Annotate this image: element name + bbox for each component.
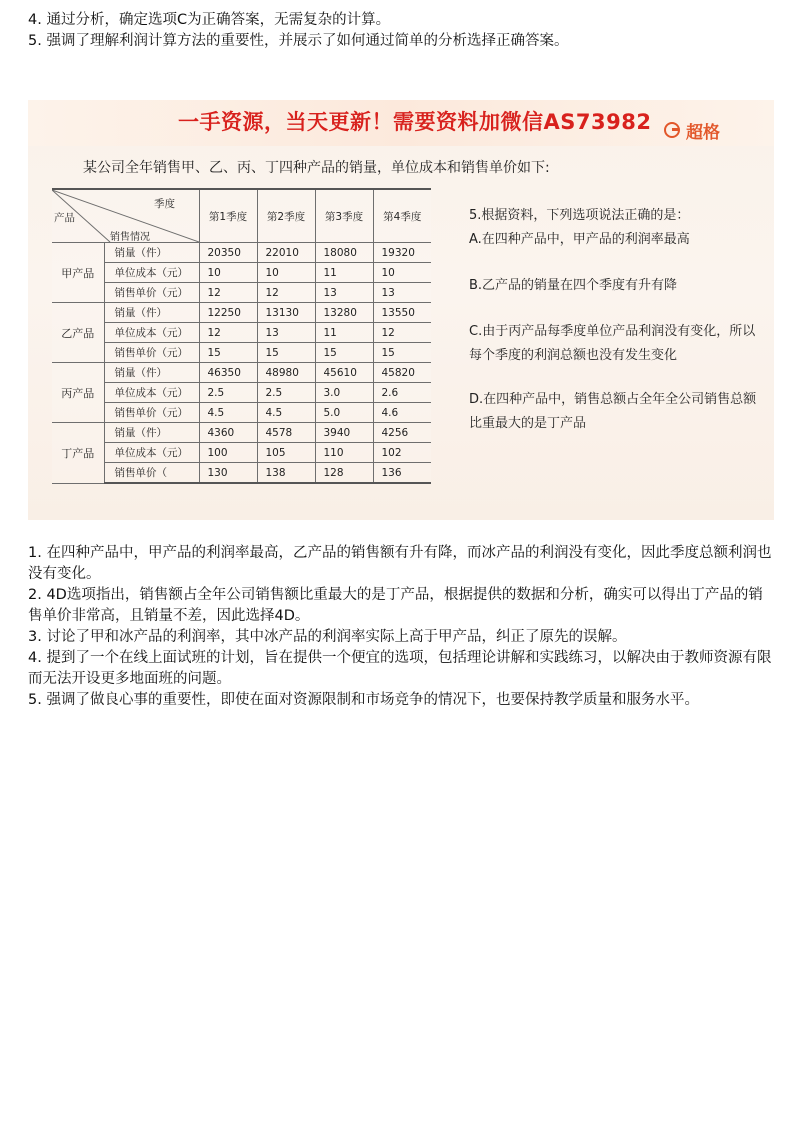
table-cell: 2.5 [199, 383, 257, 403]
table-cell: 138 [257, 463, 315, 484]
metric-label: 销量（件） [104, 423, 199, 443]
table-cell: 4.5 [257, 403, 315, 423]
metric-label: 销售单价（元） [104, 283, 199, 303]
question-intro: 某公司全年销售甲、乙、丙、丁四种产品的销量，单位成本和销售单价如下: [83, 160, 550, 176]
product-label: 丙产品 [52, 363, 104, 423]
note-5: 5. 强调了做良心事的重要性，即使在面对资源限制和市场竞争的情况下，也要保持教学质量和服务水平。 [28, 692, 699, 708]
table-cell: 22010 [257, 243, 315, 263]
question-stem: 5.根据资料，下列选项说法正确的是： [469, 208, 690, 223]
logo-icon [664, 122, 680, 138]
table-cell: 11 [315, 263, 373, 283]
table-row [52, 403, 431, 423]
brand-logo [664, 120, 754, 144]
table-cell: 128 [315, 463, 373, 484]
table-cell: 2.5 [257, 383, 315, 403]
option-d: D.在四种产品中，销售总额占全年全公司销售总额比重最大的是丁产品 [469, 392, 757, 431]
metric-label: 销售单价（元） [104, 343, 199, 363]
column-header: 第2季度 [257, 189, 315, 243]
table-row [52, 463, 431, 484]
metric-label: 单位成本（元） [104, 263, 199, 283]
note-1: 1. 在四种产品中，甲产品的利润率最高，乙产品的销售额有升有降，而冰产品的利润没有变化，因此季度总额利润也没有变化。 [28, 545, 772, 582]
metric-label: 单位成本（元） [104, 443, 199, 463]
table-cell: 19320 [373, 243, 431, 263]
note-2: 2. 4D选项指出，销售额占全年公司销售额比重最大的是丁产品，根据提供的数据和分析，确实可以得出丁产品的销售单价非常高，且销量不差，因此选择4D。 [28, 587, 763, 624]
table-cell: 4.6 [373, 403, 431, 423]
option-a: A.在四种产品中，甲产品的利润率最高 [469, 232, 690, 247]
table-cell: 13280 [315, 303, 373, 323]
table-cell: 12 [257, 283, 315, 303]
table-cell: 13 [257, 323, 315, 343]
question-block [469, 204, 759, 446]
table-row [52, 263, 431, 283]
table-cell: 15 [315, 343, 373, 363]
sales-data-table [52, 188, 431, 484]
embedded-question-image [28, 100, 774, 520]
product-label: 甲产品 [52, 243, 104, 303]
metric-label: 销售单价（元） [104, 403, 199, 423]
table-cell: 13550 [373, 303, 431, 323]
top-note-5: 5. 强调了理解利润计算方法的重要性，并展示了如何通过简单的分析选择正确答案。 [28, 33, 569, 49]
table-cell: 105 [257, 443, 315, 463]
column-header: 第1季度 [199, 189, 257, 243]
table-cell: 18080 [315, 243, 373, 263]
table-cell: 10 [199, 263, 257, 283]
table-row [52, 423, 431, 443]
product-label: 乙产品 [52, 303, 104, 363]
table-cell: 4.5 [199, 403, 257, 423]
table-cell: 15 [199, 343, 257, 363]
logo-text: 超格 [686, 123, 720, 143]
note-4: 4. 提到了一个在线上面试班的计划，旨在提供一个便宜的选项，包括理论讲解和实践练习，以解决由于教师资源有限而无法开设更多地面班的问题。 [28, 650, 772, 687]
table-cell: 45820 [373, 363, 431, 383]
table-row [52, 343, 431, 363]
corner-label-season: 季度 [154, 198, 175, 210]
table-cell: 100 [199, 443, 257, 463]
table-row [52, 363, 431, 383]
table-cell: 12 [199, 283, 257, 303]
table-cell: 48980 [257, 363, 315, 383]
top-note-4: 4. 通过分析，确定选项C为正确答案，无需复杂的计算。 [28, 12, 391, 28]
metric-label: 销量（件） [104, 303, 199, 323]
table-cell: 10 [373, 263, 431, 283]
table-cell: 45610 [315, 363, 373, 383]
table-cell: 102 [373, 443, 431, 463]
metric-label: 单位成本（元） [104, 323, 199, 343]
note-3: 3. 讨论了甲和冰产品的利润率，其中冰产品的利润率实际上高于甲产品，纠正了原先的误解。 [28, 629, 627, 645]
table-cell: 13130 [257, 303, 315, 323]
banner-title: 一手资源，当天更新！需要资料加微信AS73982 [178, 110, 652, 134]
corner-label-product: 产品 [54, 212, 75, 224]
table-row [52, 303, 431, 323]
table-row [52, 283, 431, 303]
product-label: 丁产品 [52, 423, 104, 484]
table-cell: 4360 [199, 423, 257, 443]
table-cell: 110 [315, 443, 373, 463]
table-cell: 10 [257, 263, 315, 283]
table-row [52, 383, 431, 403]
table-cell: 15 [373, 343, 431, 363]
table-cell: 11 [315, 323, 373, 343]
table-cell: 13 [315, 283, 373, 303]
option-c: C.由于丙产品每季度单位产品利润没有变化，所以每个季度的利润总额也没有发生变化 [469, 324, 756, 363]
metric-label: 销量（件） [104, 363, 199, 383]
table-row [52, 443, 431, 463]
table-cell: 12 [199, 323, 257, 343]
corner-label-sales: 销售情况 [110, 232, 150, 243]
table-row [52, 243, 431, 263]
table-cell: 2.6 [373, 383, 431, 403]
table-cell: 4256 [373, 423, 431, 443]
table-cell: 13 [373, 283, 431, 303]
table-row [52, 323, 431, 343]
top-notes [28, 10, 778, 52]
table-cell: 3.0 [315, 383, 373, 403]
promo-banner [28, 100, 774, 146]
table-cell: 5.0 [315, 403, 373, 423]
table-cell: 12 [373, 323, 431, 343]
table-cell: 46350 [199, 363, 257, 383]
metric-label: 销量（件） [104, 243, 199, 263]
table-cell: 136 [373, 463, 431, 484]
column-header: 第3季度 [315, 189, 373, 243]
table-cell: 12250 [199, 303, 257, 323]
option-b: B.乙产品的销量在四个季度有升有降 [469, 278, 678, 293]
table-cell: 130 [199, 463, 257, 484]
table-cell: 4578 [257, 423, 315, 443]
table-cell: 15 [257, 343, 315, 363]
column-header: 第4季度 [373, 189, 431, 243]
table-header-row [52, 189, 431, 243]
metric-label: 单位成本（元） [104, 383, 199, 403]
metric-label: 销售单价（ [104, 463, 199, 484]
table-cell: 3940 [315, 423, 373, 443]
bottom-notes [28, 543, 772, 711]
table-cell: 20350 [199, 243, 257, 263]
table-corner-cell [52, 189, 199, 243]
